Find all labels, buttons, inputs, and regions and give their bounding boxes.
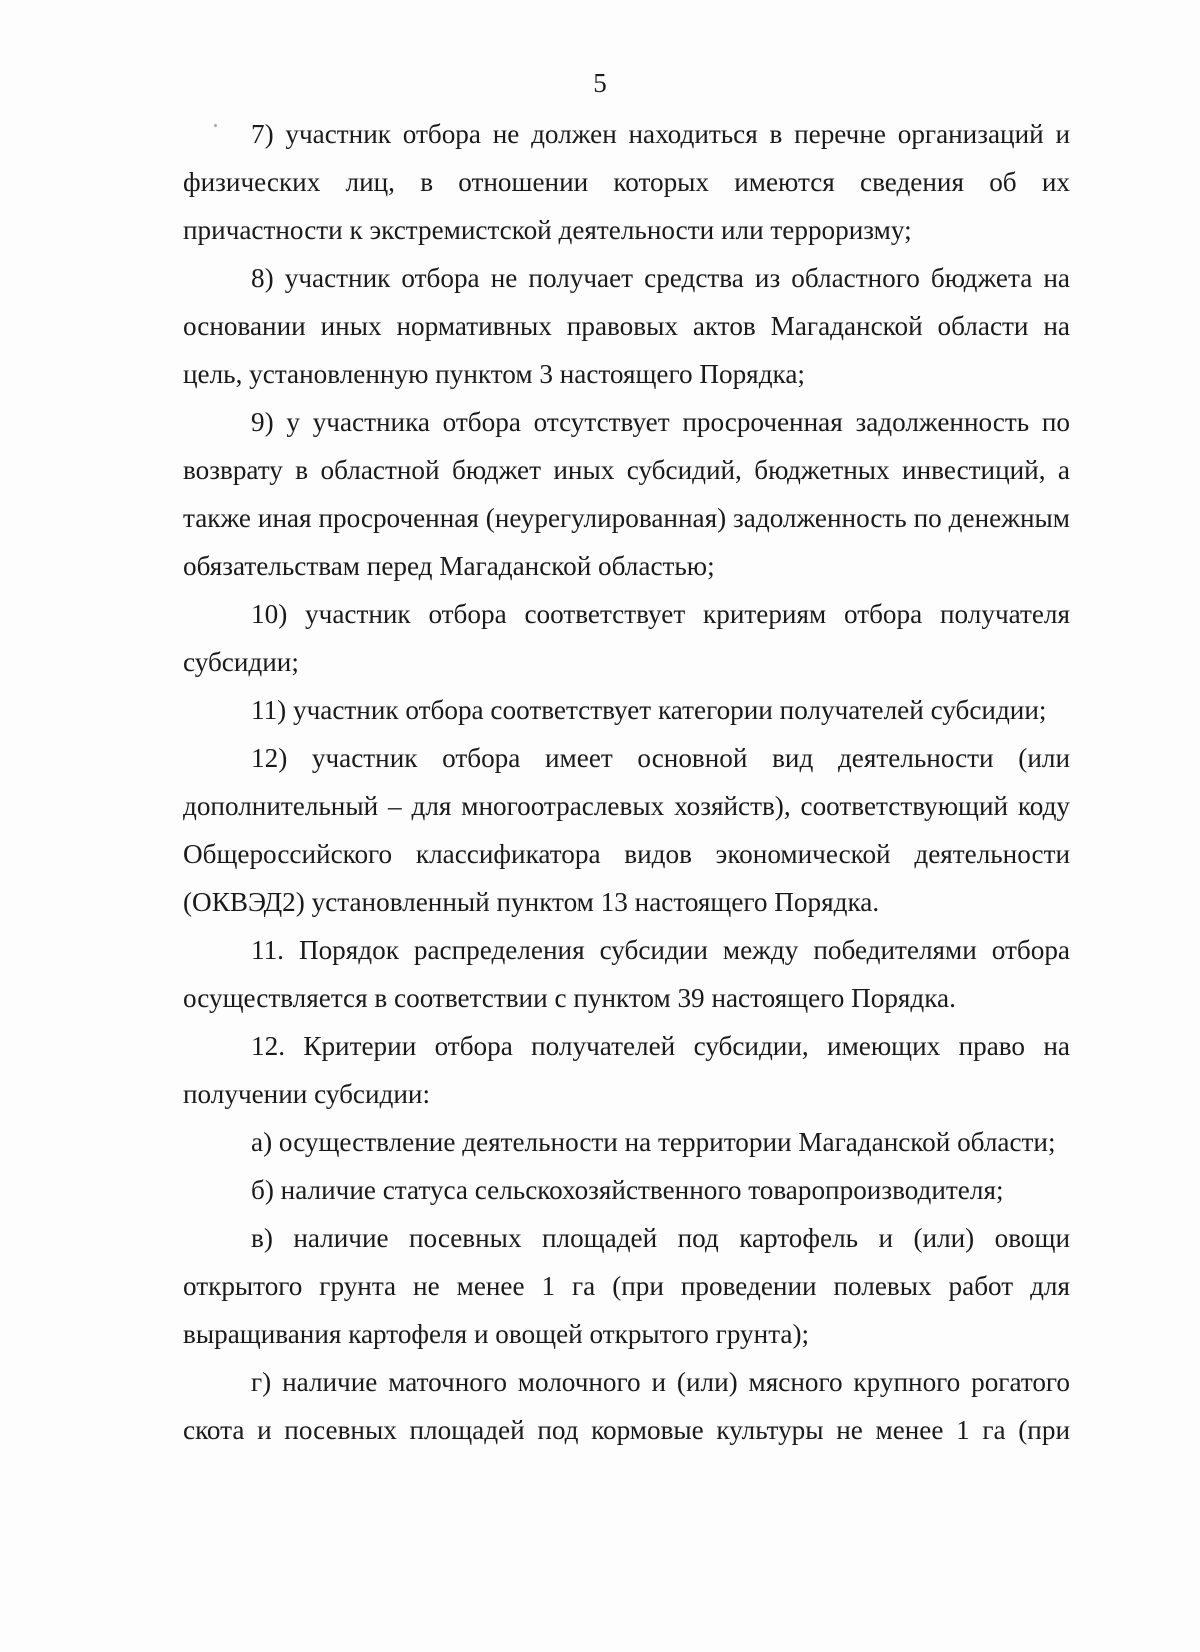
criterion-a: а) осуществление деятельности на территории Магаданской области;: [251, 1127, 1056, 1157]
criterion-g: г) наличие маточного молочного и (или) мясного крупного рогатого скота и посевных площадей под кормовые культуры не менее 1 га (при: [183, 1367, 1070, 1445]
paragraph-item-12: 12) участник отбора имеет основной вид деятельности (или дополнительный – для многоотраслевых хозяйств), соответствующий коду Общероссийского классификатора видов экономической деятельности (ОКВЭД2) установленный пунктом 13 настоящего Порядка.: [183, 743, 1070, 917]
paragraph-section-11: 11. Порядок распределения субсидии между победителями отбора осуществляется в соответствии с пунктом 39 настоящего Порядка.: [183, 935, 1070, 1013]
paragraph-section-12: 12. Критерии отбора получателей субсидии, имеющих право на получении субсидии:: [183, 1031, 1070, 1109]
paragraph-item-7: 7) участник отбора не должен находиться в перечне организаций и физических лиц, в отношении которых имеются сведения об их причастности к экстремистской деятельности или терроризму;: [183, 119, 1070, 245]
criterion-v: в) наличие посевных площадей под картофель и (или) овощи открытого грунта не менее 1 га (при проведении полевых работ для выращивания картофеля и овощей открытого грунта);: [183, 1223, 1070, 1349]
paragraph-item-10: 10) участник отбора соответствует критериям отбора получателя субсидии;: [183, 599, 1070, 677]
criterion-b: б) наличие статуса сельскохозяйственного товаропроизводителя;: [251, 1175, 1004, 1205]
document-body: [183, 110, 1070, 1454]
page-number: 5: [593, 68, 607, 98]
paragraph-item-9: 9) у участника отбора отсутствует просроченная задолженность по возврату в областной бюджет иных субсидий, бюджетных инвестиций, а также иная просроченная (неурегулированная) задолженность по денежным обязательствам перед Магаданской областью;: [183, 407, 1070, 581]
paragraph-item-8: 8) участник отбора не получает средства из областного бюджета на основании иных нормативных правовых актов Магаданской области на цель, установленную пунктом 3 настоящего Порядка;: [183, 263, 1070, 389]
paragraph-item-11: 11) участник отбора соответствует категории получателей субсидии;: [251, 695, 1047, 725]
